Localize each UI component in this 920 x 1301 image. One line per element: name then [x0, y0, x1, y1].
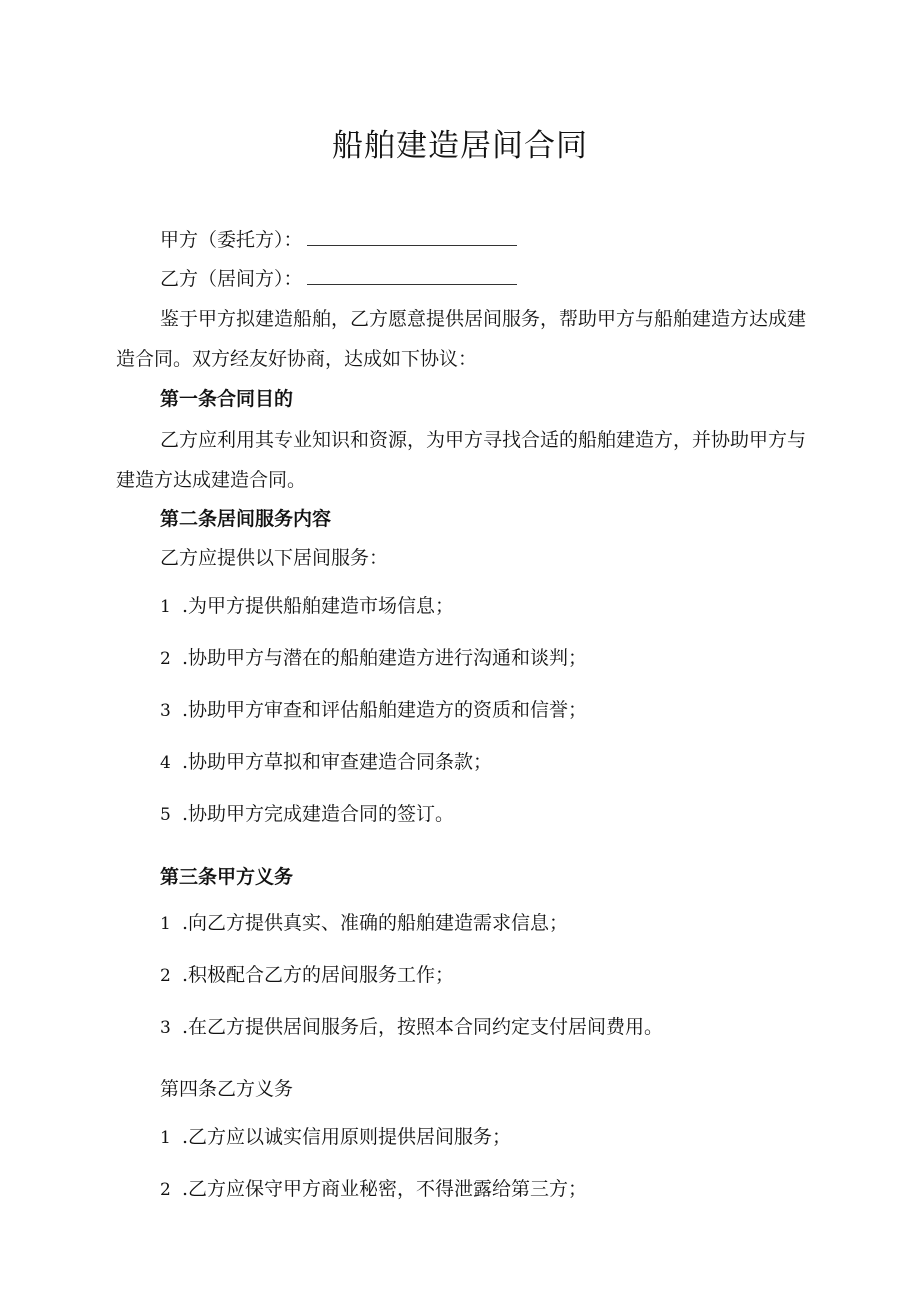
article-2-intro: 乙方应提供以下居间服务： [160, 547, 389, 569]
article-4-item [160, 1176, 587, 1203]
item-text: .协助甲方与潜在的船舶建造方进行沟通和谈判； [182, 647, 588, 669]
article-3-item [160, 1014, 663, 1041]
item-text: .乙方应保守甲方商业秘密，不得泄露给第三方； [182, 1178, 588, 1200]
article-4-item [160, 1124, 511, 1151]
party-a-label: 甲方（委托方）： [160, 229, 303, 251]
item-number: 1 [160, 914, 171, 934]
party-b-label: 乙方（居间方）： [160, 268, 303, 290]
article-3-heading: 第三条甲方义务 [160, 866, 294, 888]
item-text: .积极配合乙方的居间服务工作； [182, 964, 455, 986]
item-text: .协助甲方完成建造合同的签订。 [182, 803, 455, 825]
item-number: 3 [160, 701, 171, 721]
article-2-heading: 第二条居间服务内容 [160, 508, 332, 530]
item-number: 1 [160, 1128, 171, 1148]
item-number: 2 [160, 1180, 171, 1200]
item-text: .乙方应以诚实信用原则提供居间服务； [182, 1126, 512, 1148]
item-number: 2 [160, 966, 171, 986]
party-b-blank-field [307, 266, 517, 285]
article-2-item [160, 593, 454, 620]
item-text: .向乙方提供真实、准确的船舶建造需求信息； [182, 912, 569, 934]
item-number: 5 [160, 805, 171, 825]
document-title: 船舶建造居间合同 [332, 128, 588, 164]
item-text: .在乙方提供居间服务后，按照本合同约定支付居间费用。 [182, 1016, 664, 1038]
article-2-item [160, 801, 454, 828]
article-3-item [160, 910, 568, 937]
item-text: .协助甲方草拟和审查建造合同条款； [182, 751, 493, 773]
item-text: .为甲方提供船舶建造市场信息； [182, 595, 455, 617]
item-number: 4 [160, 753, 171, 773]
article-1-heading: 第一条合同目的 [160, 388, 294, 410]
preamble-paragraph: 鉴于甲方拟建造船舶，乙方愿意提供居间服务，帮助甲方与船舶建造方达成建造合同。双方经友好协商，达成如下协议： [116, 308, 807, 370]
article-2-item [160, 749, 492, 776]
party-a-blank-field [307, 227, 517, 246]
article-2-item [160, 645, 587, 672]
party-b-line [160, 266, 517, 292]
item-text: .协助甲方审查和评估船舶建造方的资质和信誉； [182, 699, 588, 721]
article-2-item [160, 697, 587, 724]
item-number: 3 [160, 1018, 171, 1038]
article-1-body: 乙方应利用其专业知识和资源，为甲方寻找合适的船舶建造方，并协助甲方与建造方达成建造合同。 [116, 429, 807, 491]
article-3-item [160, 962, 454, 989]
item-number: 1 [160, 597, 171, 617]
party-a-line [160, 227, 517, 253]
item-number: 2 [160, 649, 171, 669]
article-4-heading: 第四条乙方义务 [160, 1078, 294, 1100]
